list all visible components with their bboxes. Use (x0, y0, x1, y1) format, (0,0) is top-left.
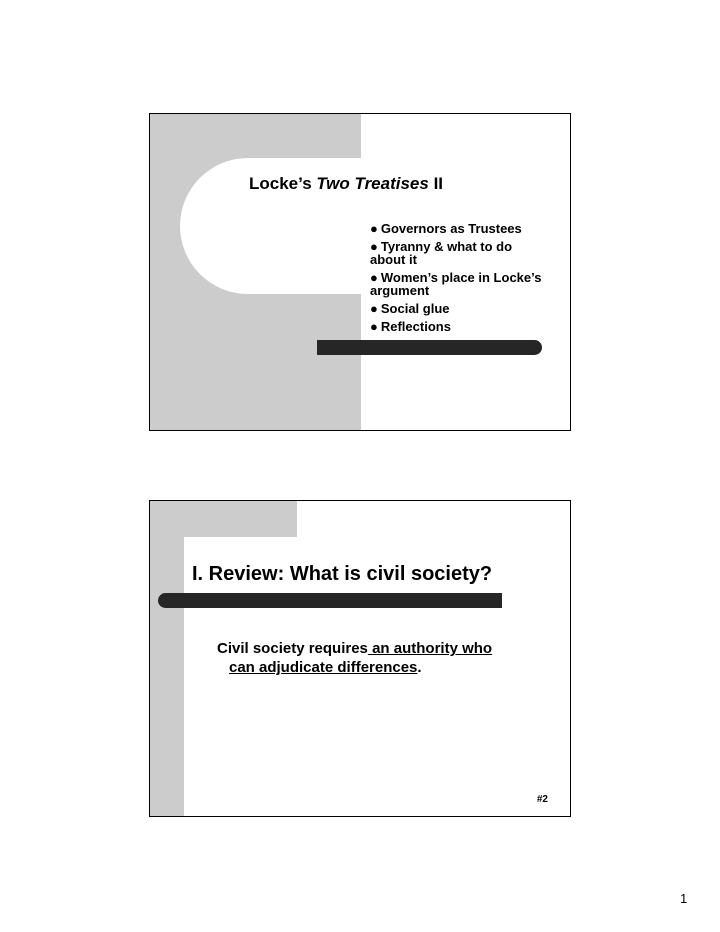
slide-2-body-text: Civil society requires an authority who can adjudicate differences. (217, 640, 493, 676)
slide-1-decorative-bar (317, 340, 542, 355)
bullet-icon: ● (370, 221, 378, 236)
bullet-item: ● Reflections (370, 319, 451, 334)
bullet-icon: ● (370, 270, 378, 285)
slide-2 (149, 500, 571, 817)
bullet-item: ● Social glue (370, 301, 450, 316)
bullet-icon: ● (370, 319, 378, 334)
slide-2-number: #2 (536, 794, 548, 805)
bullet-icon: ● (370, 301, 378, 316)
bullet-item: ● Tyranny & what to do about it (370, 239, 513, 267)
slide-1 (149, 113, 571, 431)
slide-2-title: I. Review: What is civil society? (192, 563, 493, 585)
slide-2-decorative-bar (158, 593, 502, 608)
slide-2-gray-top (150, 501, 297, 537)
bullet-icon: ● (370, 239, 378, 254)
slide-2-gray-strip (150, 501, 184, 816)
page-number: 1 (680, 891, 688, 906)
bullet-item: ● Governors as Trustees (370, 221, 522, 236)
slide-1-bullet-list (370, 222, 545, 338)
bullet-item: ● Women’s place in Locke’s argument (370, 270, 542, 298)
slide-1-title: Locke’s Two Treatises II (249, 174, 444, 193)
